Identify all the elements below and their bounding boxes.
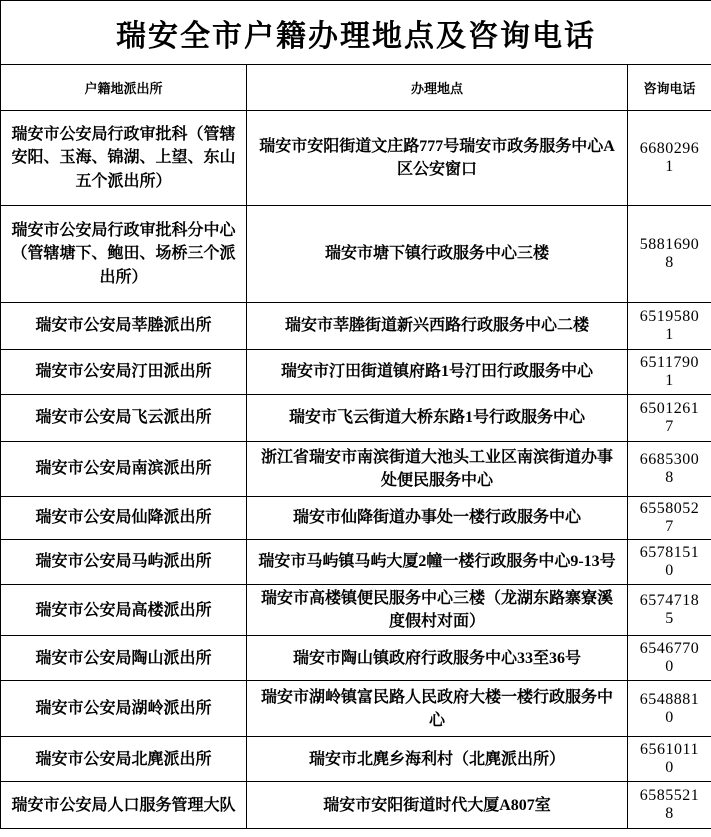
location-cell: 瑞安市仙降街道办事处一楼行政服务中心 xyxy=(247,497,628,540)
phone-cell: 65467700 xyxy=(628,636,711,681)
station-cell: 瑞安市公安局行政审批科（管辖安阳、玉海、锦湖、上望、东山五个派出所） xyxy=(1,111,247,206)
location-cell: 瑞安市陶山镇政府行政服务中心33至36号 xyxy=(247,636,628,681)
station-cell: 瑞安市公安局莘塍派出所 xyxy=(1,303,247,350)
table-row xyxy=(1,737,711,782)
table-row xyxy=(1,585,711,636)
phone-cell: 65195801 xyxy=(628,303,711,350)
page-title: 瑞安全市户籍办理地点及咨询电话 xyxy=(1,1,711,65)
table-row xyxy=(1,350,711,395)
station-cell: 瑞安市公安局南滨派出所 xyxy=(1,442,247,497)
table-row xyxy=(1,395,711,442)
station-cell: 瑞安市公安局湖岭派出所 xyxy=(1,681,247,737)
table-row xyxy=(1,497,711,540)
phone-cell: 65580527 xyxy=(628,497,711,540)
station-cell: 瑞安市公安局飞云派出所 xyxy=(1,395,247,442)
location-cell: 瑞安市安阳街道时代大厦A807室 xyxy=(247,782,628,829)
location-cell: 瑞安市湖岭镇富民路人民政府大楼一楼行政服务中心 xyxy=(247,681,628,737)
phone-cell: 65488810 xyxy=(628,681,711,737)
table-row xyxy=(1,540,711,585)
table-row xyxy=(1,681,711,737)
table-row xyxy=(1,782,711,829)
phone-cell: 58816908 xyxy=(628,206,711,303)
station-cell: 瑞安市公安局北麂派出所 xyxy=(1,737,247,782)
phone-cell: 65747185 xyxy=(628,585,711,636)
station-cell: 瑞安市公安局仙降派出所 xyxy=(1,497,247,540)
column-header-station: 户籍地派出所 xyxy=(1,65,247,111)
phone-cell: 65012617 xyxy=(628,395,711,442)
location-cell: 瑞安市莘塍街道新兴西路行政服务中心二楼 xyxy=(247,303,628,350)
column-header-phone: 咨询电话 xyxy=(628,65,711,111)
phone-cell: 65855218 xyxy=(628,782,711,829)
location-cell: 瑞安市高楼镇便民服务中心三楼（龙湖东路寨寮溪度假村对面） xyxy=(247,585,628,636)
column-header-location: 办理地点 xyxy=(247,65,628,111)
table-row xyxy=(1,442,711,497)
location-cell: 瑞安市北麂乡海利村（北麂派出所） xyxy=(247,737,628,782)
phone-cell: 65117901 xyxy=(628,350,711,395)
table-row xyxy=(1,303,711,350)
table-header-row xyxy=(1,65,711,111)
phone-cell: 65610110 xyxy=(628,737,711,782)
station-cell: 瑞安市公安局陶山派出所 xyxy=(1,636,247,681)
location-cell: 瑞安市飞云街道大桥东路1号行政服务中心 xyxy=(247,395,628,442)
title-row xyxy=(1,1,711,65)
phone-cell: 66853008 xyxy=(628,442,711,497)
table-row xyxy=(1,111,711,206)
station-cell: 瑞安市公安局汀田派出所 xyxy=(1,350,247,395)
station-cell: 瑞安市公安局人口服务管理大队 xyxy=(1,782,247,829)
phone-cell: 66802961 xyxy=(628,111,711,206)
location-cell: 瑞安市马屿镇马屿大厦2幢一楼行政服务中心9-13号 xyxy=(247,540,628,585)
station-cell: 瑞安市公安局马屿派出所 xyxy=(1,540,247,585)
location-cell: 瑞安市塘下镇行政服务中心三楼 xyxy=(247,206,628,303)
location-cell: 瑞安市安阳街道文庄路777号瑞安市政务服务中心A区公安窗口 xyxy=(247,111,628,206)
phone-cell: 65781510 xyxy=(628,540,711,585)
location-cell: 浙江省瑞安市南滨街道大池头工业区南滨街道办事处便民服务中心 xyxy=(247,442,628,497)
table-row xyxy=(1,206,711,303)
location-cell: 瑞安市汀田街道镇府路1号汀田行政服务中心 xyxy=(247,350,628,395)
station-cell: 瑞安市公安局行政审批科分中心（管辖塘下、鲍田、场桥三个派出所） xyxy=(1,206,247,303)
station-cell: 瑞安市公安局高楼派出所 xyxy=(1,585,247,636)
table-row xyxy=(1,636,711,681)
